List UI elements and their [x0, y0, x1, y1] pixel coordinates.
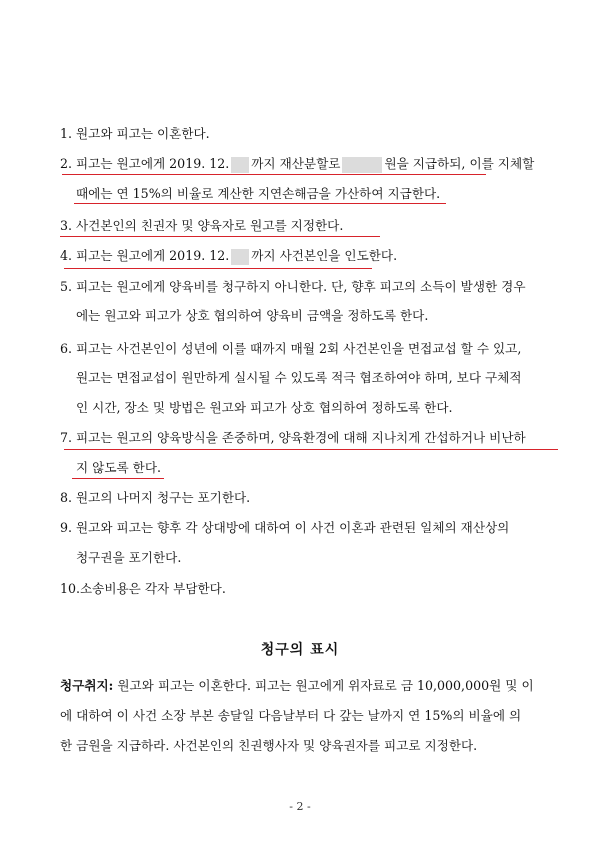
item-text: 원고와 피고는 이혼한다. [76, 126, 210, 141]
redaction-box [231, 157, 249, 173]
item-number: 6. [60, 341, 73, 356]
item-text: 때에는 연 15%의 비율로 계산한 지연손해금을 가산하여 지급한다. [76, 186, 441, 201]
red-underline [60, 236, 380, 237]
item-text: 청구권을 포기한다. [76, 550, 182, 565]
redaction-box [342, 157, 382, 173]
page-number: - 2 - [289, 800, 311, 813]
claim-line: 에 대하여 이 사건 소장 부본 송달일 다음날부터 다 갚는 날까지 연 15%의 비율에 의 [60, 708, 522, 723]
item-text: 지 않도록 한다. [76, 460, 162, 475]
item-number: 5. [60, 279, 73, 294]
section-title: 청구의 표시 [260, 642, 340, 658]
item-text: 피고는 원고의 양육방식을 존중하며, 양육환경에 대해 지나치게 간섭하거나 비난하 [76, 430, 526, 445]
claim-label: 청구취지: [60, 678, 114, 693]
claim-text: 원고와 피고는 이혼한다. 피고는 원고에게 위자료로 금 10,000,000원 및 이 [117, 678, 534, 693]
item-number: 10. [60, 581, 81, 596]
item-text: 에는 원고와 피고가 상호 협의하여 양육비 금액을 정하도록 한다. [76, 308, 429, 323]
item-text: 피고는 사건본인이 성년에 이를 때까지 매월 2회 사건본인을 면접교섭 할 수 있고, [76, 341, 522, 356]
item-number: 2. [60, 156, 73, 171]
item-text: 사건본인의 친권자 및 양육자로 원고를 지정한다. [76, 218, 344, 233]
red-underline [74, 203, 446, 204]
item-text: 원고와 피고는 향후 각 상대방에 대하여 이 사건 이혼과 관련된 일체의 재산상의 [76, 520, 510, 535]
item-text: 피고는 원고에게 2019. 12. 까지 사건본인을 인도한다. [76, 248, 398, 263]
red-underline [72, 478, 164, 479]
item-number: 3. [60, 218, 73, 233]
item-number: 9. [60, 520, 73, 535]
item-number: 1. [60, 126, 73, 141]
item-number: 4. [60, 248, 73, 263]
item-text: 피고는 원고에게 양육비를 청구하지 아니한다. 단, 향후 피고의 소득이 발생한 경우 [76, 279, 526, 294]
red-underline [62, 174, 486, 175]
claim-line: 한 금원을 지급하라. 사건본인의 친권행사자 및 양육권자를 피고로 지정한다. [60, 738, 478, 753]
item-number: 8. [60, 490, 73, 505]
item-text: 인 시간, 장소 및 방법은 원고와 피고가 상호 협의하여 정하도록 한다. [76, 400, 453, 415]
item-text: 원고는 면접교섭이 원만하게 실시될 수 있도록 적극 협조하여야 하며, 보다 구체적 [76, 370, 522, 385]
claim-line [60, 676, 534, 696]
red-underline [64, 449, 558, 450]
red-underline [64, 268, 372, 269]
item-text: 피고는 원고에게 2019. 12. 까지 재산분할로 원을 지급하되, 이를 지체할 [76, 156, 535, 171]
item-number: 7. [60, 430, 73, 445]
item-text: 원고의 나머지 청구는 포기한다. [76, 490, 251, 505]
item-text: 소송비용은 각자 부담한다. [80, 581, 226, 596]
redaction-box [231, 249, 249, 265]
